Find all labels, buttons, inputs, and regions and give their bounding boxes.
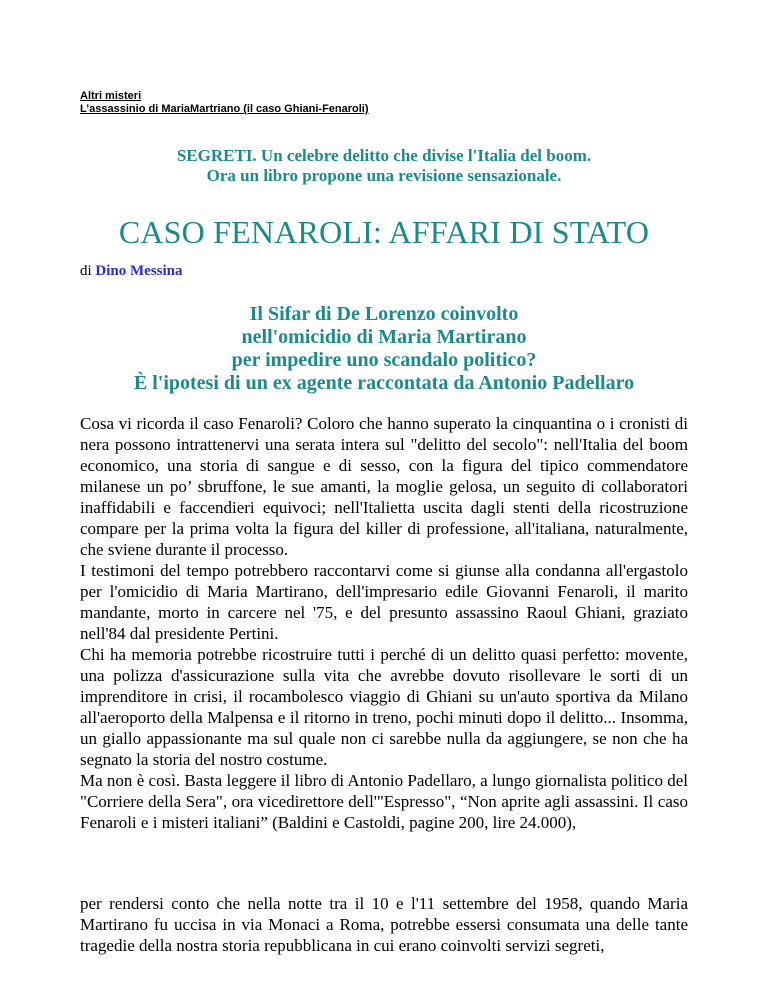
page-title: CASO FENAROLI: AFFARI DI STATO <box>118 214 650 250</box>
body-paragraph: I testimoni del tempo potrebbero raccontarvi come si giunse alla condanna all'ergastolo per l'omicidio di Maria Martirano, dell'impresario edile Giovanni Fenaroli, il marito mandante, morto in carcere nel '75, e del presunto assassino Raoul Ghiani, graziato nell'84 dal presidente Pertini. <box>80 561 688 643</box>
byline-prefix: di <box>80 263 92 279</box>
body-paragraph: Ma non è così. Basta leggere il libro di Antonio Padellaro, a lungo giornalista politico del "Corriere della Sera", ora vicedirettore dell'"Espresso", “Non aprite agli assassini. Il caso Fenaroli e i misteri italiani” (Baldini e Castoldi, pagine 200, lire 24.000), <box>80 771 688 832</box>
author-name: Dino Messina <box>95 263 183 279</box>
body-paragraph: Chi ha memoria potrebbe ricostruire tutti i perché di un delitto quasi perfetto: movente, una polizza d'assicurazione sulla vita che avrebbe dovuto risollevare le sorti di un imprenditore in crisi, il rocambolesco viaggio di Ghiani su un'auto sportiva da Milano all'aeroporto della Malpensa e il ritorno in treno, pochi minuti dopo il delitto... Insomma, un giallo appassionante ma sul quale non ci sarebbe nulla da aggiungere, se non che ha segnato la storia del nostro costume. <box>80 645 688 769</box>
article-subhead <box>80 303 688 395</box>
breadcrumb-link-altri-misteri[interactable]: Altri misteri <box>80 90 142 102</box>
breadcrumb-link-current-article[interactable]: L’assassinio di MariaMartriano (il caso Ghiani-Fenaroli) <box>80 103 369 115</box>
subhead-line-2: nell'omicidio di Maria Martirano <box>241 326 527 348</box>
subhead-line-4: È l'ipotesi di un ex agente raccontata da Antonio Padellaro <box>133 372 635 394</box>
breadcrumb <box>80 90 369 116</box>
article-body <box>80 413 688 833</box>
kicker-line-2: Ora un libro propone una revisione sensazionale. <box>206 166 562 185</box>
body-paragraph: per rendersi conto che nella notte tra il 10 e l'11 settembre del 1958, quando Maria Martirano fu uccisa in via Monaci a Roma, potrebbe essersi consumata una delle tante tragedie della nostra storia repubblicana in cui erano coinvolti servizi segreti, <box>80 894 688 955</box>
byline <box>80 262 183 280</box>
subhead-line-1: Il Sifar di De Lorenzo coinvolto <box>249 303 519 325</box>
body-paragraph: Cosa vi ricorda il caso Fenaroli? Coloro che hanno superato la cinquantina o i cronisti di nera possono intrattenervi una serata intera sul "delitto del secolo": nell'Italia del boom economico, una storia di sangue e di sesso, con la figura del tipico commendatore milanese un po’ sbruffone, le sue amanti, la moglie gelosa, un seguito di collaboratori inaffidabili e faccendieri equivoci; nell'Italietta uscita dagli stenti della ricostruzione compare per la prima volta la figura del killer di professione, all'italiana, naturalmente, che sviene durante il processo. <box>80 414 688 559</box>
kicker-line-1: SEGRETI. Un celebre delitto che divise l'Italia del boom. <box>176 146 592 165</box>
subhead-line-3: per impedire uno scandalo politico? <box>231 349 537 371</box>
article-body-continued <box>80 893 688 956</box>
article-kicker <box>80 146 688 186</box>
